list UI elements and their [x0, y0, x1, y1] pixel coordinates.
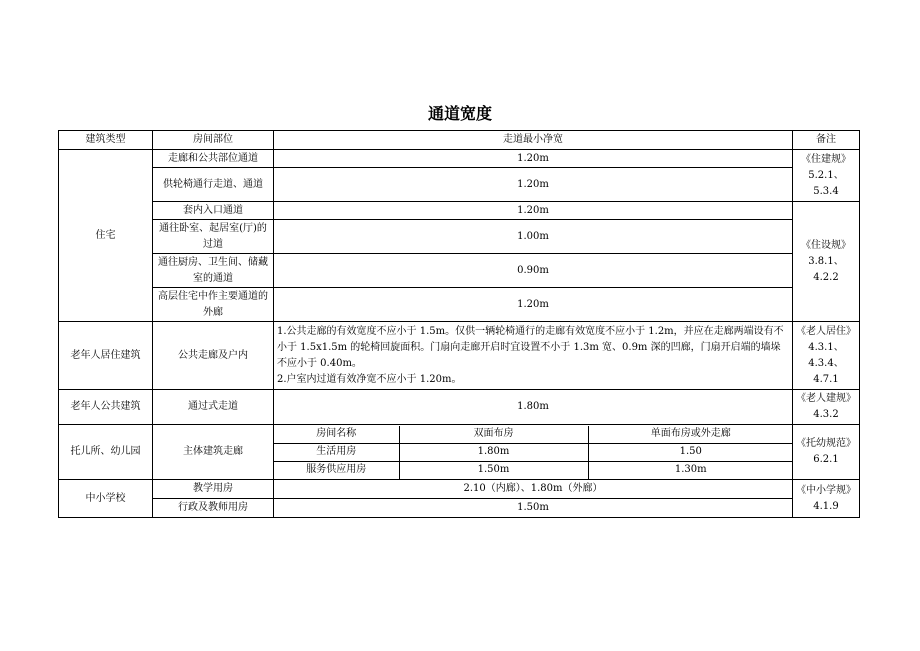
location-cell: 供轮椅通行走道、通道 — [153, 168, 274, 202]
width-cell: 1.20m — [274, 150, 793, 168]
subtable-header: 房间名称 — [274, 426, 399, 444]
requirement-text — [274, 322, 793, 390]
note-cell: 《住设规》3.8.1、4.2.2 — [793, 202, 860, 322]
subtable-row — [274, 443, 793, 461]
header-note: 备注 — [793, 131, 860, 150]
location-cell: 教学用房 — [153, 480, 274, 499]
note-cell: 《老人居住》4.3.1、4.3.4、4.7.1 — [793, 322, 860, 390]
subtable-cell: 生活用房 — [274, 443, 399, 461]
table-row — [59, 220, 860, 254]
width-cell: 1.50m — [274, 499, 793, 518]
requirement-line-2: 2.户室内过道有效净宽不应小于 1.20m。 — [277, 373, 462, 385]
width-cell: 0.90m — [274, 254, 793, 288]
width-cell: 1.00m — [274, 220, 793, 254]
header-min-width: 走道最小净宽 — [274, 131, 793, 150]
note-cell: 《老人建规》4.3.2 — [793, 390, 860, 425]
location-cell: 主体建筑走廊 — [153, 425, 274, 480]
table-row — [59, 254, 860, 288]
table-row — [59, 168, 860, 202]
subtable-header: 单面布房或外走廊 — [588, 426, 793, 444]
kindergarten-subtable-cell — [274, 425, 793, 480]
note-cell: 《住建规》5.2.1、5.3.4 — [793, 150, 860, 202]
note-cell: 《中小学规》4.1.9 — [793, 480, 860, 518]
subtable-cell: 服务供应用房 — [274, 461, 399, 479]
subtable-cell: 1.50 — [588, 443, 793, 461]
location-cell: 套内入口通道 — [153, 202, 274, 220]
building-type-school: 中小学校 — [59, 480, 153, 518]
subtable-row — [274, 461, 793, 479]
header-building-type: 建筑类型 — [59, 131, 153, 150]
table-row — [59, 322, 860, 390]
location-cell: 通往厨房、卫生间、储藏室的通道 — [153, 254, 274, 288]
kindergarten-subtable — [274, 426, 793, 479]
corridor-width-table — [58, 130, 860, 518]
location-cell: 行政及教师用房 — [153, 499, 274, 518]
width-cell: 1.80m — [274, 390, 793, 425]
subtable-cell: 1.80m — [399, 443, 588, 461]
building-type-elderly-public: 老年人公共建筑 — [59, 390, 153, 425]
table-row — [59, 390, 860, 425]
note-cell: 《托幼规范》6.2.1 — [793, 425, 860, 480]
table-row — [59, 499, 860, 518]
location-cell: 公共走廊及户内 — [153, 322, 274, 390]
location-cell: 走廊和公共部位通道 — [153, 150, 274, 168]
page-title: 通道宽度 — [427, 104, 492, 123]
location-cell: 高层住宅中作主要通道的外廊 — [153, 288, 274, 322]
header-location: 房间部位 — [153, 131, 274, 150]
table-row — [59, 202, 860, 220]
building-type-elderly-housing: 老年人居住建筑 — [59, 322, 153, 390]
subtable-cell: 1.30m — [588, 461, 793, 479]
building-type-kindergarten: 托儿所、幼儿园 — [59, 425, 153, 480]
table-row — [59, 425, 860, 480]
width-cell: 1.20m — [274, 288, 793, 322]
location-cell: 通过式走道 — [153, 390, 274, 425]
width-cell: 1.20m — [274, 202, 793, 220]
subtable-header: 双面布房 — [399, 426, 588, 444]
subtable-cell: 1.50m — [399, 461, 588, 479]
requirement-line-1: 1.公共走廊的有效宽度不应小于 1.5m。仅供一辆轮椅通行的走廊有效宽度不应小于 1.2m，并应在走廊两端设有不小于 1.5x1.5m 的轮椅回旋面积。门扇向走廊开启时宜设置不小于 1.3m 宽、0.9m 深的凹廊，门扇开启端的墙垛不应小于 0.40m。 — [277, 325, 784, 369]
table-row — [59, 480, 860, 499]
table-row — [59, 288, 860, 322]
width-cell: 2.10（内廊）、1.80m（外廊） — [274, 480, 793, 499]
subtable-header-row — [274, 426, 793, 444]
width-cell: 1.20m — [274, 168, 793, 202]
header-row — [59, 131, 860, 150]
table-row — [59, 150, 860, 168]
location-cell: 通往卧室、起居室(厅)的过道 — [153, 220, 274, 254]
building-type-residential: 住宅 — [59, 150, 153, 322]
